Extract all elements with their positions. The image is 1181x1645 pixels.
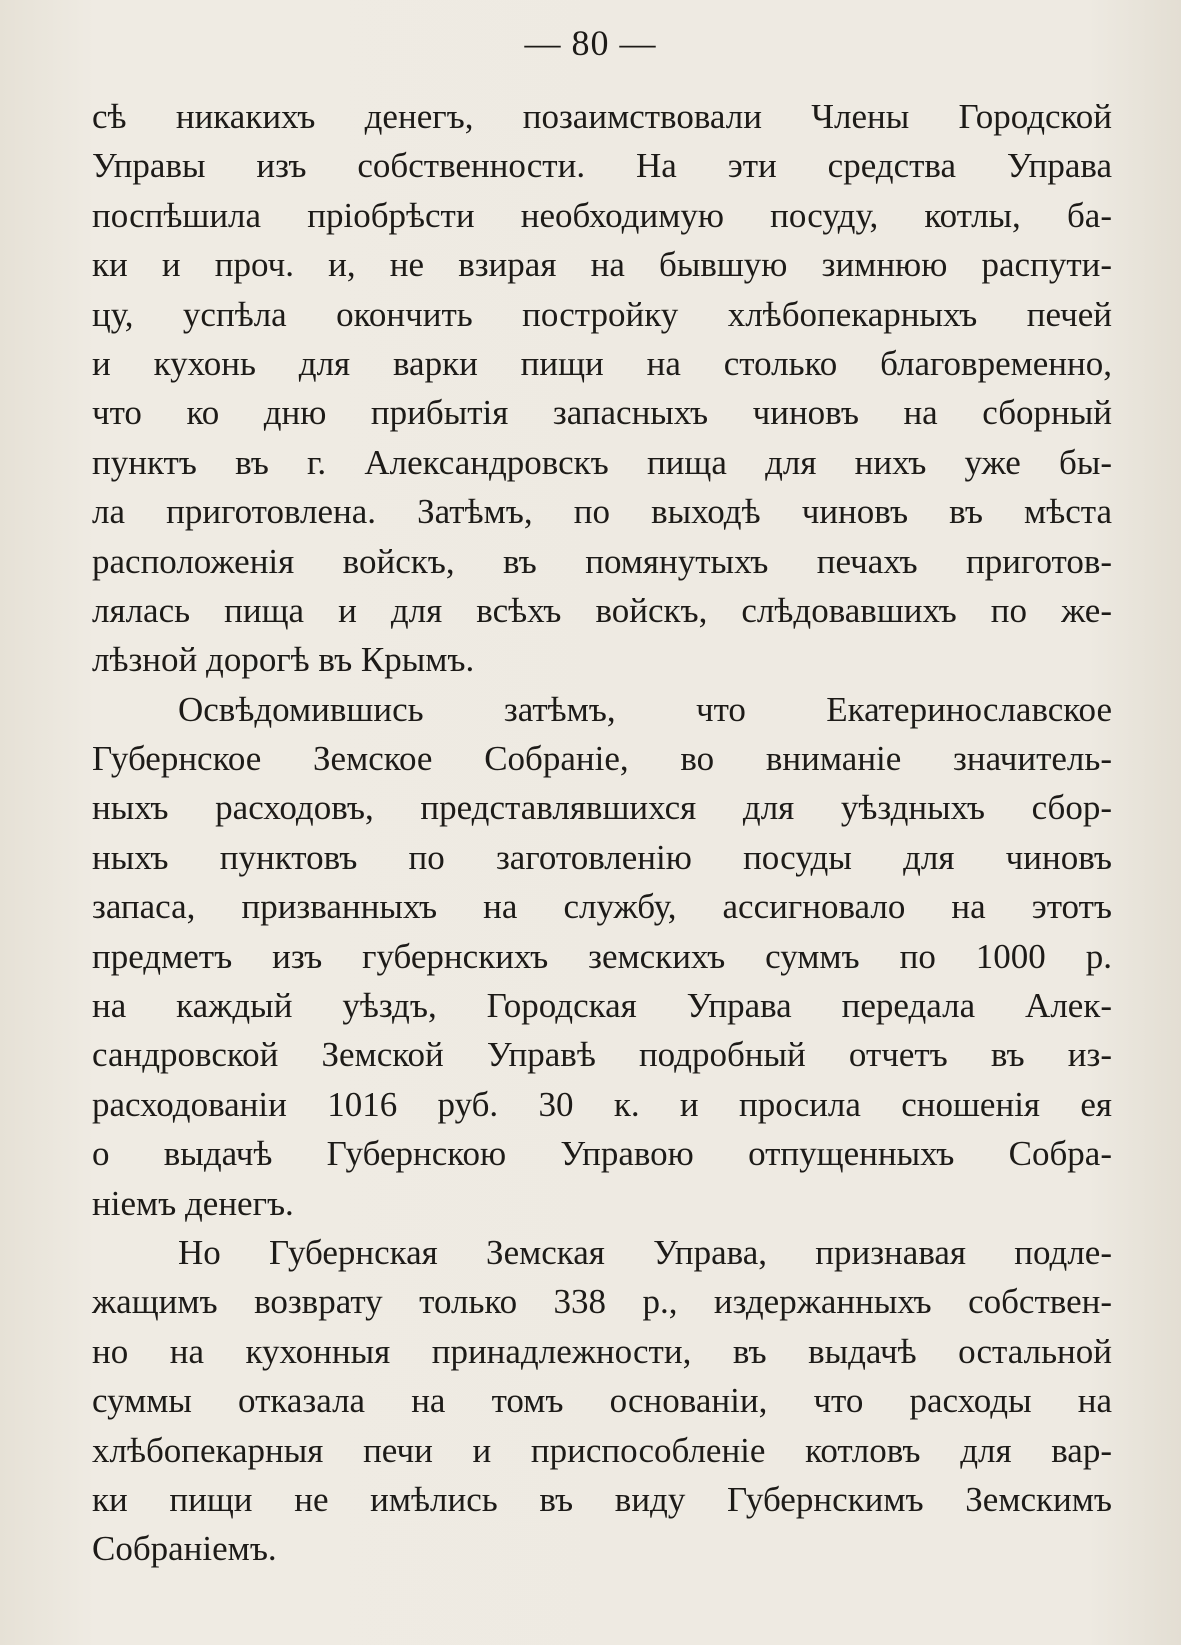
text-line: хлѣбопекарныя печи и приспособленіе котловъ для вар- [92,1430,1112,1470]
text-line: Освѣдомившись затѣмъ, что Екатеринославское [178,689,1112,729]
text-line: Управы изъ собственности. На эти средства Управа [92,146,1112,186]
text-line: суммы отказала на томъ основаніи, что расходы на [92,1381,1112,1421]
text-line: ныхъ пунктовъ по заготовленію посуды для чиновъ [92,837,1112,877]
text-line: ныхъ расходовъ, представлявшихся для уѣздныхъ сбор- [92,788,1112,828]
text-line: запаса, призванныхъ на службу, ассигновало на этотъ [92,887,1112,927]
text-line: на каждый уѣздъ, Городская Управа передала Алек- [92,986,1112,1026]
text-line: ла приготовлена. Затѣмъ, по выходѣ чиновъ въ мѣста [92,492,1112,532]
text-line: жащимъ возврату только 338 р., издержанныхъ собствен- [92,1282,1112,1322]
text-line: предметъ изъ губернскихъ земскихъ суммъ по 1000 р. [92,936,1112,976]
body-text [92,92,1112,1574]
text-line: ки пищи не имѣлись въ виду Губернскимъ Земскимъ [92,1479,1112,1519]
text-line: лѣзной дорогѣ въ Крымъ. [92,640,475,680]
text-line: цу, успѣла окончить постройку хлѣбопекарныхъ печей [92,294,1112,334]
text-line: но на кухонныя принадлежности, въ выдачѣ остальной [92,1331,1112,1371]
text-line: Губернское Земское Собраніе, во вниманіе значитель- [92,739,1112,779]
text-line: и кухонь для варки пищи на столько благовременно, [92,343,1112,383]
text-line: ніемъ денегъ. [92,1183,294,1223]
text-line: что ко дню прибытія запасныхъ чиновъ на сборный [92,393,1112,433]
text-line: ки и проч. и, не взирая на бывшую зимнюю распути- [92,245,1112,285]
text-line: Но Губернская Земская Управа, признавая подле- [178,1232,1112,1272]
text-line: лялась пища и для всѣхъ войскъ, слѣдовавшихъ по же- [92,590,1112,630]
text-line: расположенія войскъ, въ помянутыхъ печахъ приготов- [92,541,1112,581]
text-line: расходованіи 1016 руб. 30 к. и просила сношенія ея [92,1084,1112,1124]
text-line: сандровской Земской Управѣ подробный отчетъ въ из- [92,1035,1112,1075]
text-line: Собраніемъ. [92,1529,277,1569]
text-line: о выдачѣ Губернскою Управою отпущенныхъ Собра- [92,1134,1112,1174]
page-number: — 80 — [524,23,657,63]
text-line: поспѣшила пріобрѣсти необходимую посуду, котлы, ба- [92,195,1112,235]
text-line: пунктъ въ г. Александровскъ пища для нихъ уже бы- [92,442,1112,482]
text-line: сѣ никакихъ денегъ, позаимствовали Члены Городской [92,97,1112,136]
